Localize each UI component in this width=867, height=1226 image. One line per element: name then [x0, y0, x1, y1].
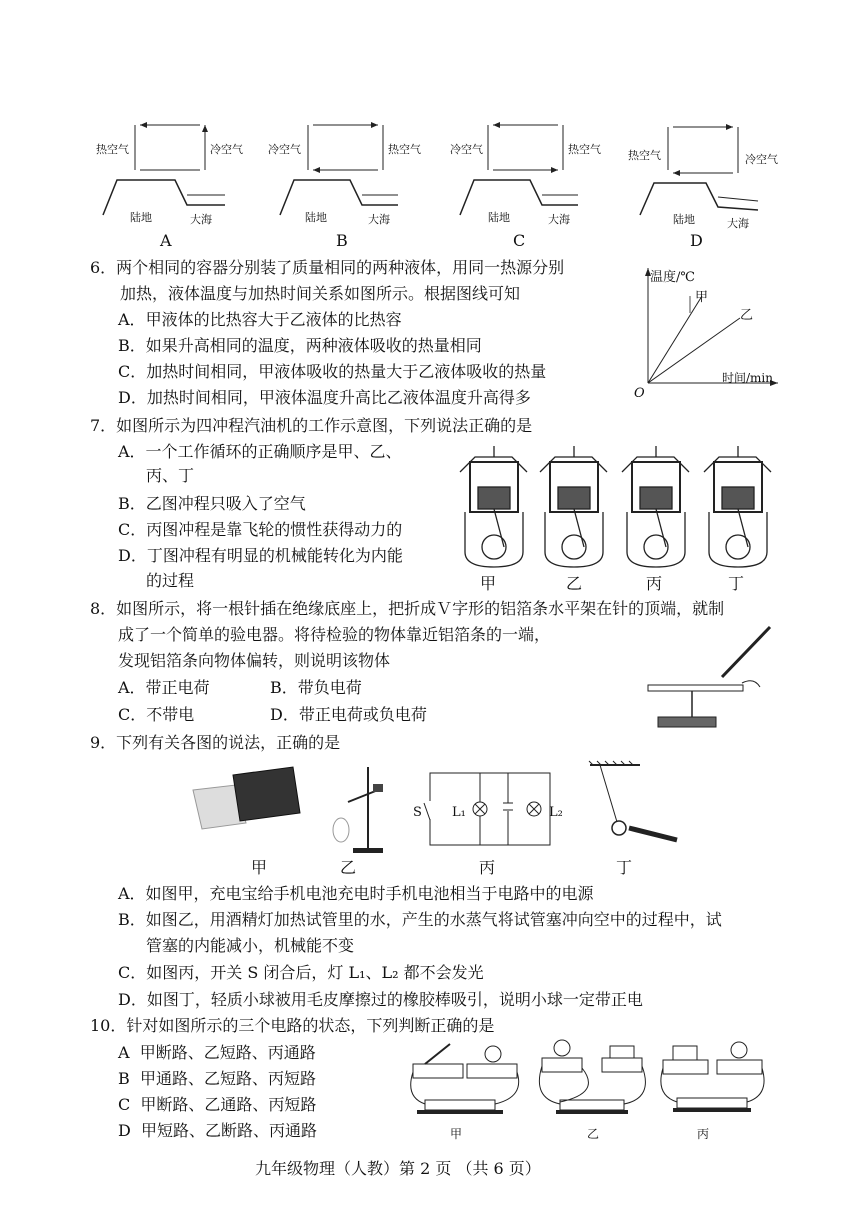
- circuit-bing-figure: [655, 1040, 775, 1120]
- q8-option-c: C．不带电: [118, 705, 195, 724]
- q10-label-yi: 乙: [587, 1127, 600, 1141]
- c-sea-label: 大海: [548, 213, 570, 226]
- q9-label-yi: 乙: [340, 858, 357, 877]
- q10-option-a: A 甲断路、乙短路、丙通路: [118, 1043, 316, 1062]
- q10-option-c: C 甲断路、乙通路、丙短路: [118, 1095, 317, 1114]
- q8-option-a: A．带正电荷: [118, 678, 210, 697]
- q9-option-b-line1: B．如图乙，用酒精灯加热试管里的水，产生的水蒸气将试管塞冲向空中的过程中，试: [118, 910, 722, 929]
- a-sea-label: 大海: [190, 213, 212, 226]
- engine-label-ding: 丁: [728, 574, 745, 593]
- q8-option-d: D．带正电荷或负电荷: [270, 705, 427, 724]
- q10-option-d: D 甲短路、乙断路、丙通路: [118, 1121, 318, 1140]
- q7-option-b: B．乙图冲程只吸入了空气: [118, 494, 306, 513]
- a-left-label: 热空气: [96, 143, 129, 156]
- lamp2-label: L₂: [549, 805, 563, 820]
- q8-stem-line2: 成了一个简单的验电器。将待检验的物体靠近铝箔条的一端，: [118, 625, 551, 644]
- q7-option-d-line1: D．丁图冲程有明显的机械能转化为内能: [118, 546, 403, 565]
- b-right-label: 热空气: [388, 143, 421, 156]
- graph-ylabel: 温度/℃: [650, 270, 695, 285]
- circuit-jia-figure: [405, 1042, 525, 1122]
- parallel-circuit-figure: [410, 765, 560, 855]
- page-footer: 九年级物理（人教）第 2 页 （共 6 页）: [255, 1159, 541, 1178]
- q9-option-c: C．如图丙，开关 S 闭合后，灯 L₁、L₂ 都不会发光: [118, 963, 484, 982]
- b-sea-label: 大海: [368, 213, 390, 226]
- q9-option-a: A．如图甲，充电宝给手机电池充电时手机电池相当于电路中的电源: [118, 884, 594, 903]
- engine-label-jia: 甲: [480, 574, 497, 593]
- q6-stem-line2: 加热，液体温度与加热时间关系如图所示。根据图线可知: [120, 284, 521, 303]
- charged-ball-figure: [585, 760, 705, 850]
- q7-option-a-line1: A．一个工作循环的正确顺序是甲、乙、: [118, 442, 402, 461]
- q7-option-a-line2: 丙、丁: [146, 466, 195, 485]
- q9-option-d: D．如图丁，轻质小球被用毛皮摩擦过的橡胶棒吸引，说明小球一定带正电: [118, 990, 643, 1009]
- d-right-label: 冷空气: [745, 153, 778, 166]
- switch-label: S: [413, 805, 422, 820]
- engine-4: [694, 442, 867, 572]
- circuit-yi-figure: [532, 1038, 652, 1118]
- q8-stem-line1: 8．如图所示，将一根针插在绝缘底座上，把折成Ｖ字形的铝箔条水平架在针的顶端，就制: [90, 599, 725, 618]
- q6-stem-line1: 6．两个相同的容器分别装了质量相同的两种液体，用同一热源分别: [90, 258, 565, 277]
- q7-option-d-line2: 的过程: [146, 571, 195, 590]
- option-letter-a: A: [160, 231, 172, 250]
- c-left-label: 冷空气: [450, 143, 483, 156]
- q6-option-d: D．加热时间相同，甲液体温度升高比乙液体温度升高得多: [118, 388, 531, 407]
- engine-label-yi: 乙: [566, 574, 583, 593]
- option-letter-c: C: [513, 231, 526, 250]
- q9-label-bing: 丙: [479, 858, 496, 877]
- q7-option-c: C．丙图冲程是靠飞轮的惯性获得动力的: [118, 520, 403, 539]
- q9-stem: 9．下列有关各图的说法，正确的是: [90, 733, 341, 752]
- graph-origin: O: [634, 386, 645, 401]
- q10-label-bing: 丙: [697, 1127, 710, 1141]
- q6-option-a: A．甲液体的比热容大于乙液体的比热容: [118, 310, 402, 329]
- electroscope-figure: [640, 625, 790, 735]
- b-left-label: 冷空气: [268, 143, 301, 156]
- alcohol-lamp-test-tube-figure: [323, 762, 393, 857]
- a-land-label: 陆地: [130, 211, 152, 224]
- engine-label-bing: 丙: [646, 574, 663, 593]
- q7-stem: 7．如图所示为四冲程汽油机的工作示意图，下列说法正确的是: [90, 416, 533, 435]
- graph-series-jia: 甲: [695, 290, 709, 305]
- q10-option-b: B 甲通路、乙短路、丙短路: [118, 1069, 316, 1088]
- d-sea-label: 大海: [727, 217, 749, 230]
- q6-option-c: C．加热时间相同，甲液体吸收的热量大于乙液体吸收的热量: [118, 362, 547, 381]
- lamp1-label: L₁: [452, 805, 466, 820]
- power-bank-phone-figure: [188, 765, 308, 835]
- c-right-label: 热空气: [568, 143, 601, 156]
- graph-xlabel: 时间/min: [722, 371, 773, 385]
- graph-series-yi: 乙: [740, 308, 754, 323]
- q6-option-b: B．如果升高相同的温度，两种液体吸收的热量相同: [118, 336, 482, 355]
- q8-stem-line3: 发现铝箔条向物体偏转，则说明该物体: [118, 651, 391, 670]
- b-land-label: 陆地: [305, 211, 327, 224]
- q9-label-jia: 甲: [251, 858, 268, 877]
- q10-stem: 10．针对如图所示的三个电路的状态，下列判断正确的是: [90, 1016, 495, 1035]
- option-letter-b: B: [336, 231, 348, 250]
- q9-option-b-line2: 管塞的内能减小，机械能不变: [146, 936, 355, 955]
- q8-option-b: B．带负电荷: [270, 678, 362, 697]
- option-letter-d: D: [690, 231, 703, 250]
- d-left-label: 热空气: [628, 149, 661, 162]
- c-land-label: 陆地: [488, 211, 510, 224]
- q10-label-jia: 甲: [450, 1127, 463, 1141]
- d-land-label: 陆地: [673, 213, 695, 226]
- q9-label-ding: 丁: [616, 858, 633, 877]
- a-right-label: 冷空气: [210, 143, 243, 156]
